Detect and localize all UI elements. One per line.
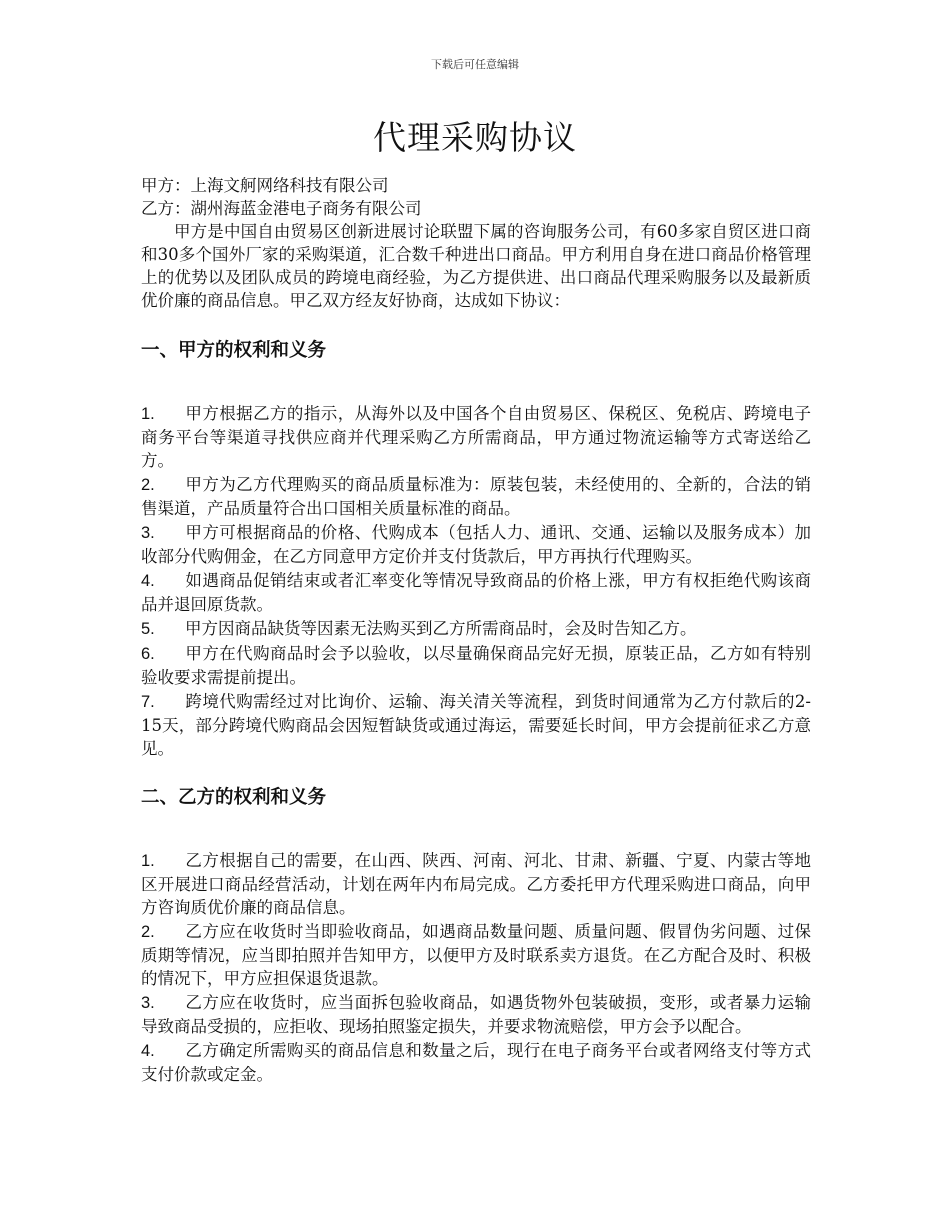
clause-number: 4. (141, 572, 155, 590)
clause-number: 2. (141, 476, 155, 494)
clause-text: 乙方应在收货时，应当面拆包验收商品，如遇货物外包装破损，变形，或者暴力运输导致商品受损的，应拒收、现场拍照鉴定损失，并要求物流赔偿，甲方会予以配合。 (141, 993, 811, 1036)
clause-item (141, 402, 811, 472)
clause-number: 6. (141, 645, 155, 663)
clause-number: 5. (141, 620, 155, 638)
section-heading-party-b: 二、乙方的权利和义务 (141, 787, 327, 808)
clause-item (141, 473, 811, 520)
clause-item (141, 690, 811, 760)
clause-number: 3. (141, 994, 155, 1012)
party-b: 乙方：湖州海蓝金港电子商务有限公司 (141, 199, 422, 218)
clause-text: 甲方因商品缺货等因素无法购买到乙方所需商品时，会及时告知乙方。 (185, 619, 697, 638)
intro-paragraph: 甲方是中国自由贸易区创新进展讨论联盟下属的咨询服务公司，有60多家自贸区进口商和30多个国外厂家的采购渠道，汇合数千种进出口商品。甲方利用自身在进口商品价格管理上的优势以及团队成员的跨境电商经验，为乙方提供进、出口商品代理采购服务以及最新质优价廉的商品信息。甲乙双方经友好协商，达成如下协议： (141, 222, 811, 310)
clause-number: 3. (141, 524, 155, 542)
clause-text: 乙方应在收货时当即验收商品，如遇商品数量问题、质量问题、假冒伪劣问题、过保质期等情况，应当即拍照并告知甲方，以便甲方及时联系卖方退货。在乙方配合及时、积极的情况下，甲方应担保退货退款。 (141, 922, 811, 988)
clause-list-party-b (141, 849, 811, 1086)
clause-number: 2. (141, 923, 155, 941)
clause-text: 甲方为乙方代理购买的商品质量标准为：原装包装，未经使用的、全新的，合法的销售渠道，产品质量符合出口国相关质量标准的商品。 (141, 475, 811, 518)
clause-number: 1. (141, 852, 155, 870)
clause-item (141, 521, 811, 568)
header-note: 下载后可任意编辑 (431, 58, 519, 71)
section-heading-party-a: 一、甲方的权利和义务 (141, 340, 327, 361)
document-title: 代理采购协议 (373, 118, 577, 157)
clause-text: 甲方在代购商品时会予以验收，以尽量确保商品完好无损，原装正品，乙方如有特别验收要求需提前提出。 (141, 644, 811, 687)
clause-item (141, 1039, 811, 1086)
clause-item (141, 569, 811, 616)
clause-text: 甲方可根据商品的价格、代购成本（包括人力、通讯、交通、运输以及服务成本）加收部分代购佣金，在乙方同意甲方定价并支付货款后，甲方再执行代理购买。 (141, 523, 811, 566)
clause-text: 乙方根据自己的需要，在山西、陕西、河南、河北、甘肃、新疆、宁夏、内蒙古等地区开展进口商品经营活动，计划在两年内布局完成。乙方委托甲方代理采购进口商品，向甲方咨询质优价廉的商品信息。 (141, 851, 811, 917)
clause-text: 跨境代购需经过对比询价、运输、海关清关等流程，到货时间通常为乙方付款后的2-15天，部分跨境代购商品会因短暂缺货或通过海运，需要延长时间，甲方会提前征求乙方意见。 (141, 692, 811, 758)
clause-number: 7. (141, 693, 155, 711)
document-body (141, 174, 811, 1087)
clause-number: 1. (141, 405, 155, 423)
clause-item (141, 617, 811, 641)
clause-text: 甲方根据乙方的指示，从海外以及中国各个自由贸易区、保税区、免税店、跨境电子商务平台等渠道寻找供应商并代理采购乙方所需商品，甲方通过物流运输等方式寄送给乙方。 (141, 404, 811, 470)
clause-item (141, 920, 811, 990)
clause-text: 乙方确定所需购买的商品信息和数量之后，现行在电子商务平台或者网络支付等方式支付价款或定金。 (141, 1041, 811, 1084)
party-a: 甲方：上海文舸网络科技有限公司 (141, 176, 389, 195)
clause-item (141, 642, 811, 689)
clause-item (141, 991, 811, 1038)
clause-item (141, 849, 811, 919)
clause-number: 4. (141, 1042, 155, 1060)
clause-text: 如遇商品促销结束或者汇率变化等情况导致商品的价格上涨，甲方有权拒绝代购该商品并退回原货款。 (141, 571, 811, 614)
clause-list-party-a (141, 402, 811, 760)
